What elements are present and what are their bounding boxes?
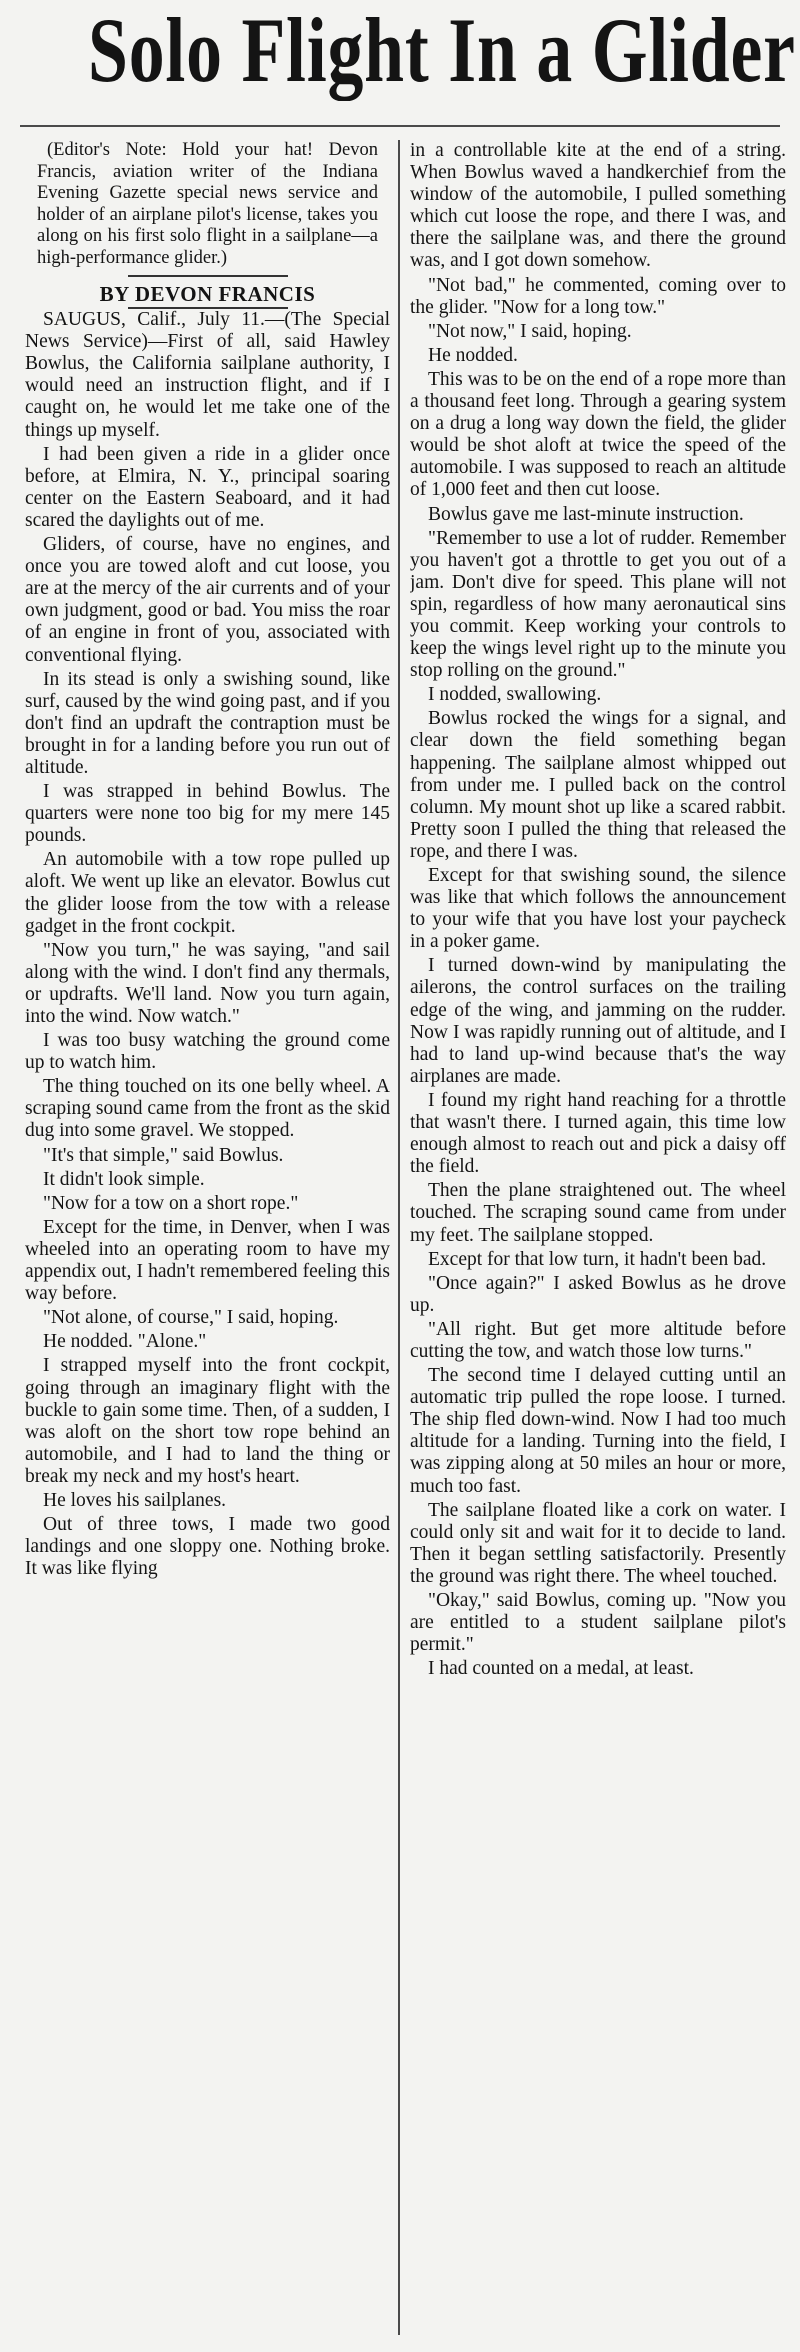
article-paragraph: He nodded.	[428, 344, 518, 366]
article-paragraph: I found my right hand reaching for a throttle that wasn't there. I turned again, this time low enough almost to reach out and pick a daisy off the field.	[410, 1089, 786, 1178]
article-paragraph: Except for that swishing sound, the silence was like that which follows the announcement to your wife that you have lost your paycheck in a poker game.	[410, 865, 786, 953]
article-paragraph: In its stead is only a swishing sound, like surf, caused by the wind going past, and if you don't find an updraft the contraption must be brought in for a landing before you run out of altitude.	[25, 668, 390, 778]
headline-rule	[20, 125, 780, 127]
article-paragraph: "Not now," I said, hoping.	[428, 320, 632, 342]
article-paragraph: The sailplane floated like a cork on water. I could only sit and wait for it to decide to land. Then it began settling satisfactorily. Presently the ground was right there. The wheel touched.	[410, 1499, 786, 1587]
article-paragraph: An automobile with a tow rope pulled up aloft. We went up like an elevator. Bowlus cut the glider loose from the tow with a release gadget in the front cockpit.	[25, 849, 390, 937]
article-paragraph: SAUGUS, Calif., July 11.—(The Special News Service)—First of all, said Hawley Bowlus, the California sailplane authority, I would need an instruction flight, and if I caught on, he would let me take one of the things up myself.	[25, 309, 390, 441]
article-paragraph: He loves his sailplanes.	[43, 1489, 227, 1511]
article-paragraph: I nodded, swallowing.	[428, 684, 602, 706]
article-paragraph: I had been given a ride in a glider once before, at Elmira, N. Y., principal soaring center on the Eastern Seaboard, and it had scared the daylights out of me.	[25, 443, 390, 531]
article-paragraph: "All right. But get more altitude before cutting the tow, and watch those low turns."	[410, 1318, 786, 1362]
article-paragraph: Except for the time, in Denver, when I was wheeled into an operating room to have my appendix out, I hadn't remembered feeling this way before.	[25, 1216, 390, 1305]
article-paragraph: I had counted on a medal, at least.	[428, 1658, 694, 1680]
article-paragraph: This was to be on the end of a rope more than a thousand feet long. Through a gearing system on a drug a long way down the field, the glider would be shot aloft at twice the speed of the automobile. I was supposed to reach an altitude of 1,000 feet and then cut loose.	[410, 368, 786, 501]
article-paragraph: Gliders, of course, have no engines, and once you are towed aloft and cut loose, you are at the mercy of the air currents and of your own judgment, good or bad. You miss the roar of an engine in front of you, associated with conventional flying.	[25, 534, 390, 666]
article-paragraph: I turned down-wind by manipulating the ailerons, the control surfaces on the trailing edge of the wing, and jamming on the rudder. Now I was rapidly running out of altitude, and I had to land up-wind because that's the way airplanes are made.	[410, 955, 786, 1087]
article-paragraph: "Now for a tow on a short rope."	[43, 1192, 299, 1214]
article-paragraph: I was too busy watching the ground come up to watch him.	[25, 1030, 390, 1074]
article-paragraph: It didn't look simple.	[43, 1168, 205, 1190]
editors-note: (Editor's Note: Hold your hat! Devon Francis, aviation writer of the Indiana Evening Gazette special news service and holder of an airplane pilot's license, takes you along on his first solo flight in a sailplane—a high-performance glider.)	[37, 140, 378, 268]
byline-rule-top	[128, 275, 288, 277]
byline: BY DEVON FRANCIS	[99, 282, 316, 306]
article-paragraph: "Once again?" I asked Bowlus as he drove up.	[410, 1272, 786, 1316]
right-column	[410, 140, 786, 1682]
article-paragraph: "Now you turn," he was saying, "and sail along with the wind. I don't find any thermals, or updrafts. We'll land. Now you turn again, into the wind. Now watch."	[25, 939, 390, 1027]
article-paragraph: Except for that low turn, it hadn't been bad.	[428, 1248, 767, 1270]
article-paragraph: "Okay," said Bowlus, coming up. "Now you are entitled to a student sailplane pilot's permit."	[410, 1590, 786, 1656]
article-paragraph: in a controllable kite at the end of a string. When Bowlus waved a handkerchief from the window of the automobile, I pulled something which cut loose the rope, and there I was, and there the sailplane was, and there the ground was, and I got down somehow.	[410, 140, 786, 272]
left-column	[25, 140, 390, 1582]
article-paragraph: He nodded. "Alone."	[43, 1331, 207, 1353]
headline: Solo Flight In a Glider	[88, 0, 796, 101]
article-paragraph: The second time I delayed cutting until an automatic trip pulled the rope loose. I turned. The ship fled down-wind. Now I had too much altitude for a landing. Turning into the field, I was zipping along at 50 miles an hour or more, much too fast.	[410, 1365, 786, 1497]
right-body	[410, 140, 786, 1680]
article-paragraph: "Not alone, of course," I said, hoping.	[43, 1307, 339, 1329]
article-paragraph: Out of three tows, I made two good landings and one sloppy one. Nothing broke. It was like flying	[25, 1514, 390, 1580]
column-divider	[398, 140, 400, 2335]
article-paragraph: "It's that simple," said Bowlus.	[43, 1144, 284, 1166]
article-paragraph: I strapped myself into the front cockpit, going through an imaginary flight with the buckle to gain some time. Then, of a sudden, I was aloft on the short tow rope behind an automobile, and I had to land the thing or break my neck and my host's heart.	[25, 1355, 390, 1487]
article-paragraph: The thing touched on its one belly wheel. A scraping sound came from the front as the skid dug into some gravel. We stopped.	[25, 1076, 390, 1142]
article-paragraph: I was strapped in behind Bowlus. The quarters were none too big for my mere 145 pounds.	[25, 781, 390, 847]
article-paragraph: "Not bad," he commented, coming over to the glider. "Now for a long tow."	[410, 274, 786, 318]
article-paragraph: Bowlus rocked the wings for a signal, and clear down the field something began happening. The sailplane almost whipped out from under me. I pulled back on the control column. My mount shot up like a scared rabbit. Pretty soon I pulled the thing that released the rope, and there I was.	[410, 708, 786, 862]
article-paragraph: Bowlus gave me last-minute instruction.	[428, 503, 744, 525]
left-body	[25, 309, 390, 1580]
article-paragraph: Then the plane straightened out. The wheel touched. The scraping sound came from under my feet. The sailplane stopped.	[410, 1180, 786, 1246]
article-paragraph: "Remember to use a lot of rudder. Remember you haven't got a throttle to get you out of a jam. Don't dive for speed. This plane will not spin, regardless of how many aeronautical sins you commit. Keep working your controls to keep the wings level right up to the minute you stop rolling on the ground."	[410, 527, 786, 682]
